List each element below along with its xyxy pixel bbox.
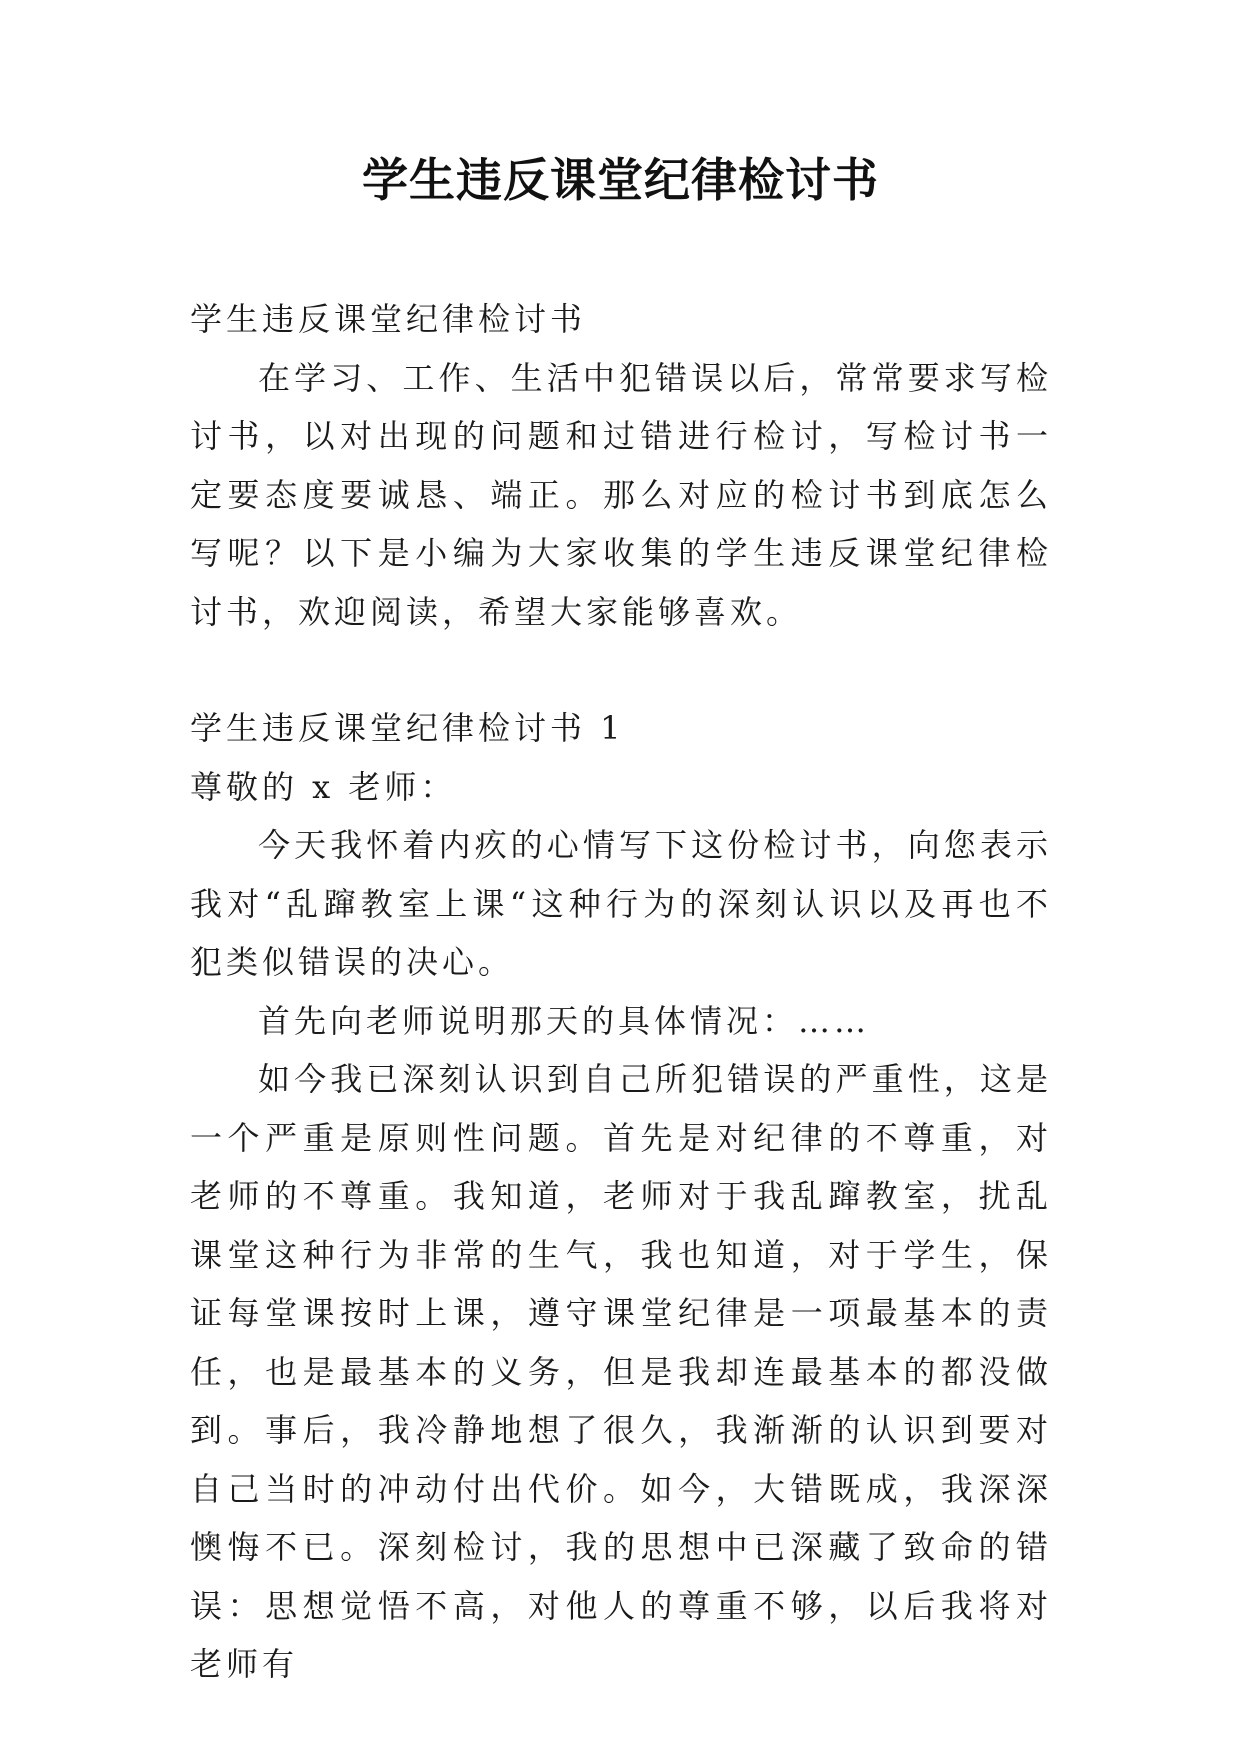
body-paragraph-1: 今天我怀着内疚的心情写下这份检讨书，向您表示我对“乱蹿教室上课“这种行为的深刻认识以及再也不犯类似错误的决心。 [190, 826, 1052, 981]
section-heading: 学生违反课堂纪律检讨书 1 [190, 709, 625, 747]
body-paragraph-2: 首先向老师说明那天的具体情况：…… [258, 1001, 871, 1040]
intro-paragraph: 在学习、工作、生活中犯错误以后，常常要求写检讨书，以对出现的问题和过错进行检讨，写检讨书一定要态度要诚恳、端正。那么对应的检讨书到底怎么写呢？以下是小编为大家收集的学生违反课堂纪律检讨书，欢迎阅读，希望大家能够喜欢。 [190, 358, 1052, 631]
salutation: 尊敬的 x 老师： [190, 767, 457, 806]
paragraph-spacer [190, 641, 1052, 699]
subtitle: 学生违反课堂纪律检讨书 [190, 300, 587, 338]
document-title: 学生违反课堂纪律检讨书 [362, 153, 879, 207]
body-paragraph-3: 如今我已深刻认识到自己所犯错误的严重性，这是一个严重是原则性问题。首先是对纪律的不尊重，对老师的不尊重。我知道，老师对于我乱蹿教室，扰乱课堂这种行为非常的生气，我也知道，对于学生，保证每堂课按时上课，遵守课堂纪律是一项最基本的责任，也是最基本的义务，但是我却连最基本的都没做到。事后，我冷静地想了很久，我渐渐的认识到要对自己当时的冲动付出代价。如今，大错既成，我深深懊悔不已。深刻检讨，我的思想中已深藏了致命的错误：思想觉悟不高，对他人的尊重不够，以后我将对老师有 [190, 1060, 1052, 1683]
document-body [190, 290, 1052, 1694]
